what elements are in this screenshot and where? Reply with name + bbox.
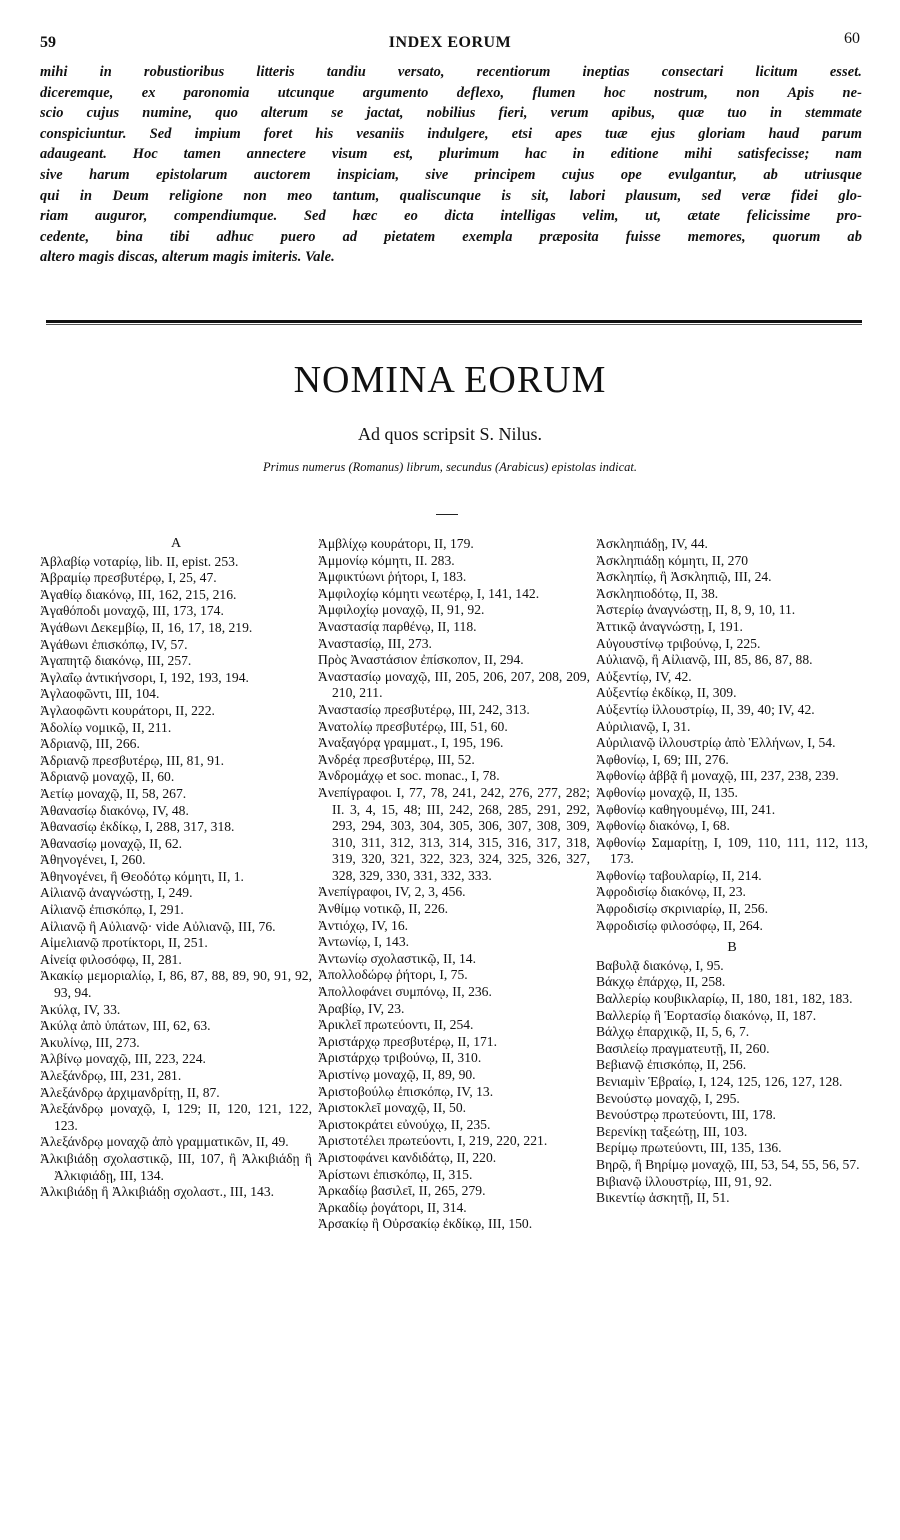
index-entry: Αὐλιανῷ, ἢ Αἰλιανῷ, III, 85, 86, 87, 88. xyxy=(596,652,813,668)
intro-line: diceremque, ex paronomia utcunque argumento deflexo, flumen hoc nostrum, non Apis ne- xyxy=(40,84,862,101)
index-entry: Αὐξεντίῳ ἰλλουστρίῳ, II, 39, 40; IV, 42. xyxy=(596,701,815,717)
index-entry: Ἀθανασίῳ διακόνῳ, IV, 48. xyxy=(40,802,189,818)
index-entry: Βερενίκῃ ταξεώτῃ, III, 103. xyxy=(596,1123,748,1139)
index-entry: Ἀβραμίῳ πρεσβυτέρῳ, I, 25, 47. xyxy=(40,570,217,586)
index-entry: Πρὸς Ἀναστάσιον ἐπίσκοπον, II, 294. xyxy=(318,652,524,668)
index-entry: Βηρῷ, ἢ Βηρίμῳ μοναχῷ, III, 53, 54, 55, 56, 57. xyxy=(596,1156,860,1172)
intro-line: altero magis discas, alterum magis imiteris. Vale. xyxy=(40,249,335,266)
index-entry: Ἀλκιβιάδῃ ἢ Ἀλκιβιάδῃ σχολαστ., III, 143. xyxy=(40,1184,275,1200)
intro-line: mihi in robustioribus litteris tandiu versato, recentiorum ineptias consectari licitum esset. xyxy=(40,64,862,80)
index-entry: Ἀφθονίῳ ἀββᾷ ἢ μοναχῷ, III, 237, 238, 239. xyxy=(596,768,839,784)
index-entry: Ἀναστασίᾳ παρθένῳ, II, 118. xyxy=(318,618,477,634)
index-entry: Αὐριλιανῷ, I, 31. xyxy=(596,718,691,734)
index-entry: Ἀρσακίῳ ἢ Οὐρσακίῳ ἐκδίκῳ, III, 150. xyxy=(318,1216,533,1232)
section-divider-thin xyxy=(46,324,862,325)
index-column-1 xyxy=(40,536,312,1201)
index-entry: Ἀριστοτέλει πρωτεύοντι, I, 219, 220, 221. xyxy=(318,1133,548,1149)
index-entry: Ἀνθίμῳ νοτικῷ, II, 226. xyxy=(318,901,449,917)
index-entry: Ἀλεξάνδρῳ μοναχῷ, I, 129; II, 120, 121, 122, 123. xyxy=(40,1101,312,1133)
index-entry: Βασιλείῳ πραγματευτῇ, II, 260. xyxy=(596,1040,770,1056)
index-entry: Βερίμῳ πρωτεύοντι, III, 135, 136. xyxy=(596,1140,782,1156)
index-entry: Ἀναστασίῳ μοναχῷ, III, 205, 206, 207, 208, 209, 210, 211. xyxy=(318,668,590,701)
index-entry: Ἀλβίνῳ μοναχῷ, III, 223, 224. xyxy=(40,1051,206,1067)
index-entry: Ἀστερίῳ ἀναγνώστῃ, II, 8, 9, 10, 11. xyxy=(596,602,796,618)
index-entry: Ἀλεξάνδρῳ ἀρχιμανδρίτῃ, II, 87. xyxy=(40,1084,220,1100)
index-entry: Βενούστῳ μοναχῷ, I, 295. xyxy=(596,1090,740,1106)
index-entry: Ἀμβλίχῳ κουράτορι, II, 179. xyxy=(318,536,474,551)
index-entry: Βαλλερίῳ κουβικλαρίῳ, II, 180, 181, 182, 183. xyxy=(596,991,853,1007)
index-entry: Βεβιανῷ ἐπισκόπῳ, II, 256. xyxy=(596,1057,747,1073)
index-entry: Ἀσκληπιοδότῳ, II, 38. xyxy=(596,585,719,601)
index-entry: Ἀκακίῳ μεμοριαλίῳ, I, 86, 87, 88, 89, 90, 91, 92, 93, 94. xyxy=(40,968,312,1001)
index-entry: Ἀδολίῳ νομικῷ, II, 211. xyxy=(40,719,172,735)
section-note: Primus numerus (Romanus) librum, secundus (Arabicus) epistolas indicat. xyxy=(263,460,637,474)
index-entry: Ἀττικῷ ἀναγνώστῃ, I, 191. xyxy=(596,618,743,634)
section-divider xyxy=(46,320,862,323)
index-entry: Αὐγουστίνῳ τριβούνῳ, I, 225. xyxy=(596,635,761,651)
index-entry: Ἀφθονίῳ Σαμαρίτῃ, I, 109, 110, 111, 112, 113, 173. xyxy=(596,834,868,867)
index-entry: Ἀπολλοφάνει συμπόνῳ, II, 236. xyxy=(318,984,492,1000)
index-entry: Ἀγλαΐῳ ἀντικήνσορι, I, 192, 193, 194. xyxy=(40,669,249,685)
index-entry: Ἀμφιλοχίῳ μοναχῷ, II, 91, 92. xyxy=(318,602,485,618)
short-divider xyxy=(436,514,458,515)
index-entry: Ἀρίστωνι ἐπισκόπῳ, II, 315. xyxy=(318,1166,473,1182)
index-entry: Βαβυλᾷ διακόνῳ, I, 95. xyxy=(596,957,724,973)
index-entry: Ἀσκληπιάδῃ, IV, 44. xyxy=(596,536,708,551)
index-entry: Ἀθηνογένει, ἢ Θεοδότῳ κόμητι, II, 1. xyxy=(40,868,244,884)
index-entry: Ἀλεξάνδρῳ μοναχῷ ἀπὸ γραμματικῶν, II, 49. xyxy=(40,1134,289,1150)
intro-line: adaugeant. Hoc tamen annectere visum est, plurimum hac in editione mihi satisfecisse; nam xyxy=(40,146,862,163)
index-entry: Βάλχῳ ἐπαρχικῷ, II, 5, 6, 7. xyxy=(596,1024,750,1040)
index-entry: Ἀετίῳ μοναχῷ, II, 58, 267. xyxy=(40,785,187,801)
section-title: NOMINA EORUM xyxy=(293,359,607,401)
index-entry: Ἀμφικτύωνι ῥήτορι, I, 183. xyxy=(318,569,467,585)
intro-line: cedente, bina tibi adhuc puero ad pietatem exempla præposita fuisse memores, quorum ab xyxy=(40,228,862,245)
index-entry: Αἰλιανῷ ἐπισκόπῳ, I, 291. xyxy=(40,902,184,918)
index-entry: Ἀλκιβιάδῃ σχολαστικῷ, III, 107, ἢ Ἀλκιβιάδῃ ἢ Ἀλκιφιάδῃ, III, 134. xyxy=(40,1150,312,1183)
index-entry: Ἀπολλοδώρῳ ῥήτορι, I, 75. xyxy=(318,967,468,983)
index-entry: Ἀφθονίῳ διακόνῳ, I, 68. xyxy=(596,818,730,834)
index-column-3 xyxy=(596,536,868,1207)
intro-line: sive harum epistolarum auctorem inspiciam, sive principem cujus ope evulgantur, ab utriusque xyxy=(40,166,862,183)
index-entry: Ἀφθονίῳ ταβουλαρίῳ, II, 214. xyxy=(596,867,762,883)
index-entry: Βικεντίῳ ἀσκητῇ, II, 51. xyxy=(596,1190,730,1206)
index-column-2 xyxy=(318,536,590,1233)
index-entry: Ἀνεπίγραφοι. I, 77, 78, 241, 242, 276, 277, 282; II. 3, 4, 15, 48; III, 242, 268, 285, 291, 292, 293, 294, 303, 304, 305, 306, 307, 308, 309, 310, 311, 312, 313, 314, 315, 316, 317, 318, 319, 320, 321, 322, 323, 324, 325, 326, 327, 328, 329, 330, 331, 332, 333. xyxy=(318,784,590,883)
index-entry: Ἀνατολίῳ πρεσβυτέρῳ, III, 51, 60. xyxy=(318,718,508,734)
index-entry: Ἀγλαοφῶντι, III, 104. xyxy=(40,686,160,702)
index-entry: Ἀρκαδίῳ βασιλεῖ, II, 265, 279. xyxy=(318,1183,486,1199)
index-entry: Ἀρικλεῖ πρωτεύοντι, II, 254. xyxy=(318,1017,474,1033)
index-entry: Ἀκύλᾳ, IV, 33. xyxy=(40,1001,121,1017)
index-entry: Ἀριστοκράτει εὐνούχῳ, II, 235. xyxy=(318,1116,491,1132)
index-entry: Ἀκυλίνῳ, III, 273. xyxy=(40,1034,140,1050)
index-entry: Ἀμμονίῳ κόμητι, II. 283. xyxy=(318,552,455,568)
index-entry: Ἀφθονίῳ καθηγουμένῳ, III, 241. xyxy=(596,801,776,817)
index-entry: Ἀθανασίῳ ἐκδίκῳ, I, 288, 317, 318. xyxy=(40,819,235,835)
index-entry: Βαλλερίῳ ἢ Ἑορτασίῳ διακόνῳ, II, 187. xyxy=(596,1007,817,1023)
index-entry: Ἀγλαοφῶντι κουράτορι, II, 222. xyxy=(40,702,215,718)
intro-line: scio cujus numine, quo alterum se jactat, nobilius fieri, verum apibus, quæ tuo in stemmate xyxy=(40,105,862,122)
intro-line: qui in Deum religione non meo tantum, qualiscunque is sit, labori plausum, sed veræ fidei glo- xyxy=(40,187,862,204)
intro-line: riam auguror, compendiumque. Sed hæc eo dicta intelligas velim, ut, ætate felicissime pro- xyxy=(40,208,862,225)
index-entry: Ἀναξαγόρᾳ γραμματ., I, 195, 196. xyxy=(318,735,504,751)
index-entry: Βενούστρῳ πρωτεύοντι, III, 178. xyxy=(596,1107,776,1123)
index-entry: Ἀσκληπιάδῃ κόμητι, II, 270 xyxy=(596,552,749,568)
index-entry: Ἀριστοβούλῳ ἐπισκόπῳ, IV, 13. xyxy=(318,1083,494,1099)
index-entry: Ἀφροδισίῳ διακόνῳ, II, 23. xyxy=(596,884,746,900)
index-entry: Ἀντωνίῳ σχολαστικῷ, II, 14. xyxy=(318,950,476,966)
index-entry: Ἀφροδισίῳ σκρινιαρίῳ, II, 256. xyxy=(596,901,769,917)
index-entry: Ἀνδρομάχῳ et soc. monac., I, 78. xyxy=(318,768,500,784)
index-entry: Βιβιανῷ ἰλλουστρίῳ, III, 91, 92. xyxy=(596,1173,773,1189)
running-head xyxy=(40,30,860,54)
index-entry: Ἀριστίνῳ μοναχῷ, II, 89, 90. xyxy=(318,1067,476,1082)
intro-paragraph xyxy=(40,62,862,268)
index-entry: Ἀγαπητῷ διακόνῳ, III, 257. xyxy=(40,653,192,669)
page-number-right: 60 xyxy=(844,30,860,47)
index-entry: Ἀμφιλοχίῳ κόμητι νεωτέρῳ, I, 141, 142. xyxy=(318,585,540,601)
index-entry: Αὐξεντίῳ ἐκδίκῳ, II, 309. xyxy=(596,685,737,701)
letter-heading: B xyxy=(727,940,737,956)
index-entry: Ἀθηνογένει, I, 260. xyxy=(40,852,146,868)
index-entry: Ἀριστοκλεῖ μοναχῷ, II, 50. xyxy=(318,1100,467,1116)
index-entry: Ἀλεξάνδρῳ, III, 231, 281. xyxy=(40,1068,182,1083)
page-number-left: 59 xyxy=(40,34,56,51)
index-entry: Ἀγάθωνι Δεκεμβίῳ, II, 16, 17, 18, 219. xyxy=(40,619,253,635)
index-entry: Ἀνεπίγραφοι, IV, 2, 3, 456. xyxy=(318,884,466,900)
index-entry: Ἀγάθωνι ἐπισκόπῳ, IV, 57. xyxy=(40,636,188,652)
index-entry: Ἀδριανῷ, III, 266. xyxy=(40,736,140,752)
index-entry: Ἀγαθίῳ διακόνῳ, III, 162, 215, 216. xyxy=(40,586,237,602)
index-entry: Ἀγαθόποδι μοναχῷ, III, 173, 174. xyxy=(40,603,224,619)
index-entry: Ἀσκληπίῳ, ἢ Ἀσκληπιῷ, III, 24. xyxy=(596,569,772,585)
index-entry: Ἀδριανῷ μοναχῷ, II, 60. xyxy=(40,769,175,785)
index-entry: Ἀφθονίῳ μοναχῷ, II, 135. xyxy=(596,784,738,800)
letter-heading: A xyxy=(170,536,182,551)
index-entry: Ἀνδρέᾳ πρεσβυτέρῳ, III, 52. xyxy=(318,751,475,767)
index-entry: Ἀριστοφάνει κανδιδάτῳ, II, 220. xyxy=(318,1149,497,1165)
index-entry: Ἀφθονίῳ, I, 69; III, 276. xyxy=(596,751,729,767)
index-entry: Ἀδριανῷ πρεσβυτέρῳ, III, 81, 91. xyxy=(40,752,225,768)
index-entry: Βάκχῳ ἐπάρχῳ, II, 258. xyxy=(596,974,726,990)
index-entry: Ἀθανασίῳ μοναχῷ, II, 62. xyxy=(40,835,183,851)
index-entry: Αὐριλιανῷ ἰλλουστρίῳ ἀπὸ Ἑλλήνων, I, 54. xyxy=(596,735,836,751)
index-entry: Βενιαμὶν Ἑβραίῳ, I, 124, 125, 126, 127, 128. xyxy=(596,1074,843,1089)
index-entry: Ἀναστασίῳ, III, 273. xyxy=(318,635,432,651)
index-entry: Ἀφροδισίῳ φιλοσόφῳ, II, 264. xyxy=(596,917,763,933)
index-entry: Αἰλιανῷ ἢ Αὐλιανῷ· vide Αὐλιανῷ, III, 76. xyxy=(40,918,276,934)
index-entry: Ἀρκαδίῳ ῥογάτορι, II, 314. xyxy=(318,1199,467,1215)
section-subtitle: Ad quos scripsit S. Nilus. xyxy=(357,424,543,444)
index-entry: Ἀριστάρχῳ τριβούνῳ, II, 310. xyxy=(318,1050,482,1066)
index-entry: Ἀντιόχῳ, IV, 16. xyxy=(318,917,409,933)
running-title: INDEX EORUM xyxy=(388,34,512,51)
index-entry: Αὐξεντίῳ, IV, 42. xyxy=(596,668,692,684)
index-entry: Ἀβλαβίῳ νοταρίῳ, lib. II, epist. 253. xyxy=(40,553,239,569)
intro-line: conspiciuntur. Sed impium foret his vesaniis indulgere, etsi apes tuæ ejus gloriam haud parum xyxy=(40,125,862,142)
index-entry: Ἀραβίῳ, IV, 23. xyxy=(318,1000,405,1016)
index-entry: Αἰμελιανῷ προτίκτορι, II, 251. xyxy=(40,935,208,951)
index-entry: Ἀκύλᾳ ἀπὸ ὑπάτων, III, 62, 63. xyxy=(40,1018,211,1034)
index-entry: Ἀριστάρχῳ πρεσβυτέρῳ, II, 171. xyxy=(318,1033,498,1049)
index-entry: Ἀναστασίῳ πρεσβυτέρῳ, III, 242, 313. xyxy=(318,701,530,717)
index-entry: Ἀντωνίῳ, I, 143. xyxy=(318,934,410,950)
index-entry: Αἰλιανῷ ἀναγνώστῃ, I, 249. xyxy=(40,885,193,901)
index-entry: Αἰνείᾳ φιλοσόφῳ, II, 281. xyxy=(40,951,182,967)
